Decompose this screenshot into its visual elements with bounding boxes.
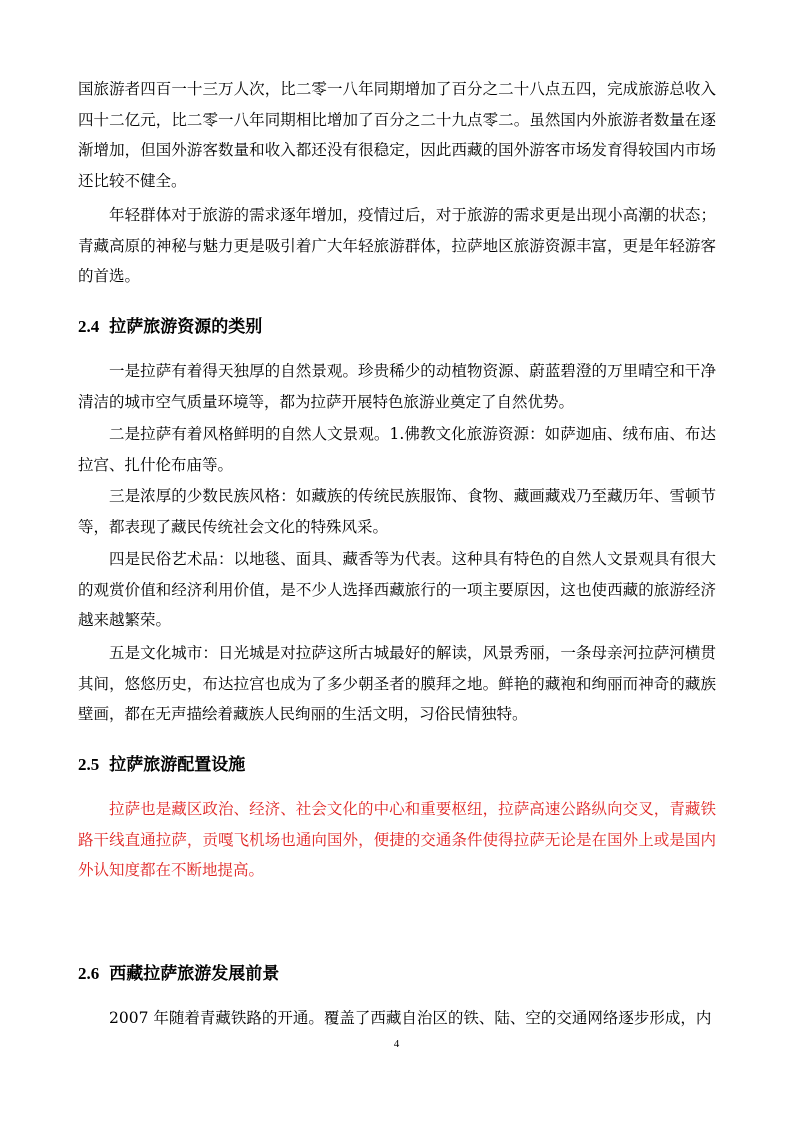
section-heading-2-4 <box>78 312 262 337</box>
section-title: 西藏拉萨旅游发展前景 <box>109 964 280 984</box>
section-title: 拉萨旅游配置设施 <box>109 755 246 775</box>
section-number: 2.4 <box>78 317 100 336</box>
page-number: 4 <box>393 1038 400 1050</box>
section-number: 2.5 <box>78 755 100 774</box>
paragraph-young-travelers: 年轻群体对于旅游的需求逐年增加，疫情过后，对于旅游的需求更是出现小高潮的状态；青藏高原的神秘与魅力更是吸引着广大年轻旅游群体，拉萨地区旅游资源丰富，更是年轻游客的首选。 <box>78 206 716 285</box>
paragraph-continuation: 国旅游者四百一十三万人次，比二零一八年同期增加了百分之二十八点五四，完成旅游总收入四十二亿元，比二零一八年同期相比增加了百分之二十九点零二。虽然国内外旅游者数量在逐渐增加，但国外游客数量和收入都还没有很稳定，因此西藏的国外游客市场发育得较国内市场还比较不健全。 <box>78 80 716 190</box>
section-title: 拉萨旅游资源的类别 <box>109 317 263 337</box>
paragraph-natural-landscape: 一是拉萨有着得天独厚的自然景观。珍贵稀少的动植物资源、蔚蓝碧澄的万里晴空和干净清洁的城市空气质量环境等，都为拉萨开展特色旅游业奠定了自然优势。 <box>78 362 716 411</box>
paragraph-cultural-city: 五是文化城市：日光城是对拉萨这所古城最好的解读，风景秀丽，一条母亲河拉萨河横贯其间，悠悠历史，布达拉宫也成为了多少朝圣者的膜拜之地。鲜艳的藏袍和绚丽而神奇的藏族壁画，都在无声描绘着藏族人民绚丽的生活文明，习俗民情独特。 <box>78 644 716 723</box>
paragraph-humanistic-landscape: 二是拉萨有着风格鲜明的自然人文景观。1.佛教文化旅游资源：如萨迦庙、绒布庙、布达拉宫、扎什伦布庙等。 <box>78 425 716 474</box>
paragraph-ethnic-style: 三是浓厚的少数民族风格：如藏族的传统民族服饰、食物、藏画藏戏乃至藏历年、雪顿节等，都表现了藏民传统社会文化的特殊风采。 <box>78 487 716 536</box>
section-number: 2.6 <box>78 964 100 983</box>
section-heading-2-6 <box>78 959 279 984</box>
paragraph-folk-art: 四是民俗艺术品：以地毯、面具、藏香等为代表。这种具有特色的自然人文景观具有很大的观赏价值和经济利用价值，是不少人选择西藏旅行的一项主要原因，这也使西藏的旅游经济越来越繁荣。 <box>78 550 716 629</box>
paragraph-development-prospect: 2007 年随着青藏铁路的开通。覆盖了西藏自治区的铁、陆、空的交通网络逐步形成，内 <box>109 1009 712 1027</box>
section-heading-2-5 <box>78 750 245 775</box>
paragraph-facilities-highlighted: 拉萨也是藏区政治、经济、社会文化的中心和重要枢纽，拉萨高速公路纵向交叉，青藏铁路干线直通拉萨，贡嘎飞机场也通向国外，便捷的交通条件使得拉萨无论是在国外上或是国内外认知度都在不断地提高。 <box>78 800 716 879</box>
